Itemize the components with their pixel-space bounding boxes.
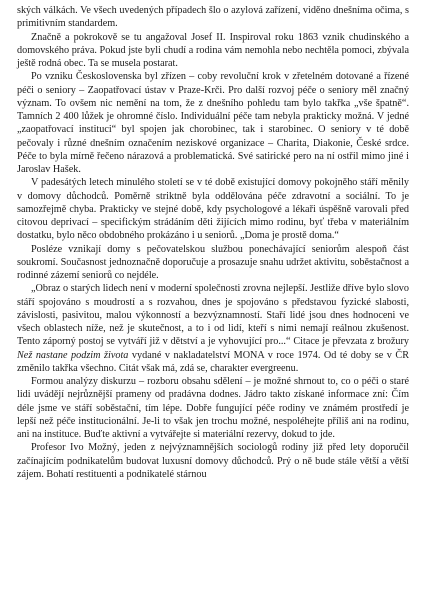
paragraph-5: Posléze vznikají domy s pečovatelskou službou ponechávající seniorům alespoň část soukromí. Současnost jednoznačně doporučuje a prosazuje snahu udržet aktivitu, soběstačnost a rodinné zázemí seniorů co nejdéle. — [17, 243, 409, 281]
paragraph-4: V padesátých letech minulého století se v té době existující domovy pokojněho stáří měnily v domovy důchodců. Poměrně striktně byla oddělována péče zdravotní a sociální. To je samozřejmě chyba. Prakticky ve stejné době, kdy psychologové a lékaři úspěšně varovali před citovou deprivací – specifickým strádáním děti žijících mimo rodinu, byť třeba v materiálním dostatku, bylo něco obdobného prokázáno i u seniorů. „Doma je prostě doma.“ — [17, 177, 409, 242]
paragraph-6-quote — [17, 282, 409, 375]
paragraph-8: Profesor Ivo Možný, jeden z nejvýznamnějších sociologů rodiny již před lety doporučil začínajícím podnikatelům budovat luxusní domovy důchodců. Prý o ně bude stále větší a větší zájem. Bohatí restituenti a podnikatelé stárnou — [17, 442, 409, 480]
paragraph-3: Po vzniku Československa byl zřízen – coby revoluční krok v zřetelném dotované a řízené péči o seniory – Zaopatřovací ústav v Praze-Krči. Pro další rozvoj péče o seniory měl značný význam. To ovšem nic nemění na tom, že z dnešního pohledu tam bylo takřka „vše špatně“. Tamních 2 400 lůžek je ohromné číslo. Individuální péče tam nebyla prakticky možná. V jedné „zaopatřovací instituci“ byl spojen jak chorobinec, tak i starobinec. O seniory v té době pečovaly i různé dnešním označením neziskové organizace – Charita, Diakonie, České srdce. Péče to byla mírně řečeno nárazová a problematická. Své satirické pero na ní ostřil mimo jiné i Jaroslav Hašek. — [17, 71, 409, 175]
brochure-title: Než nastane podzim života — [17, 349, 129, 361]
paragraph-7: Formou analýzy diskurzu – rozboru obsahu sdělení – je možné shrnout to, co o péči o staré lidi uvádějí nejrůznější prameny od pradávna dodnes. Jádro takto získané informace zní: Čím déle jsme ve stáří soběstační, tím lépe. Dobře fungující péče rodiny ve známém prostředí je lepší než péče institucionální. Je-li to však jen trochu možné, nespoléhejte příliš ani na rodinu, ani na instituce. Buďte aktivní a vytvářejte si materiální rezervy, dokud to jde. — [17, 376, 409, 440]
quote-text: „Obraz o starých lidech není v moderní společnosti zrovna nejlepší. Jestliže dříve bylo slovo stáří spojováno s moudrostí a s rozvahou, dnes je spojováno s představou fyzické slabosti, závislosti, pasivitou, malou výkonností a bezvýznamností. Staří lidé jsou dnes hodnoceni ve všech oblastech níže, než je skutečnost, a to i od lidí, kteří s nimi nemají reálnou zkušenost. Tento záporný postoj se vytváří již v dětství a je vyhovující pro...“ Citace je převzata z brožury — [17, 283, 409, 348]
paragraph-2: Značně a pokrokově se tu angažoval Josef II. Inspiroval roku 1863 vznik chudinského a domovského práva. Pokud jste byli chudí a rodina vám nemohla nebo nechtěla pomoci, zbývala ještě rodná obec. Ta se musela postarat. — [17, 31, 409, 69]
document-page — [17, 4, 409, 481]
paragraph-1: ských válkách. Ve všech uvedených případech šlo o azylová zařízení, viděno dnešníma očima, s primitivním standardem. — [17, 5, 409, 30]
quote-source-note: vydané v nakladatelství MONA v roce 1974. Od té doby se v ČR změnilo takřka všechno. Citát však má, zdá se, charakter evergreenu. — [17, 349, 409, 374]
